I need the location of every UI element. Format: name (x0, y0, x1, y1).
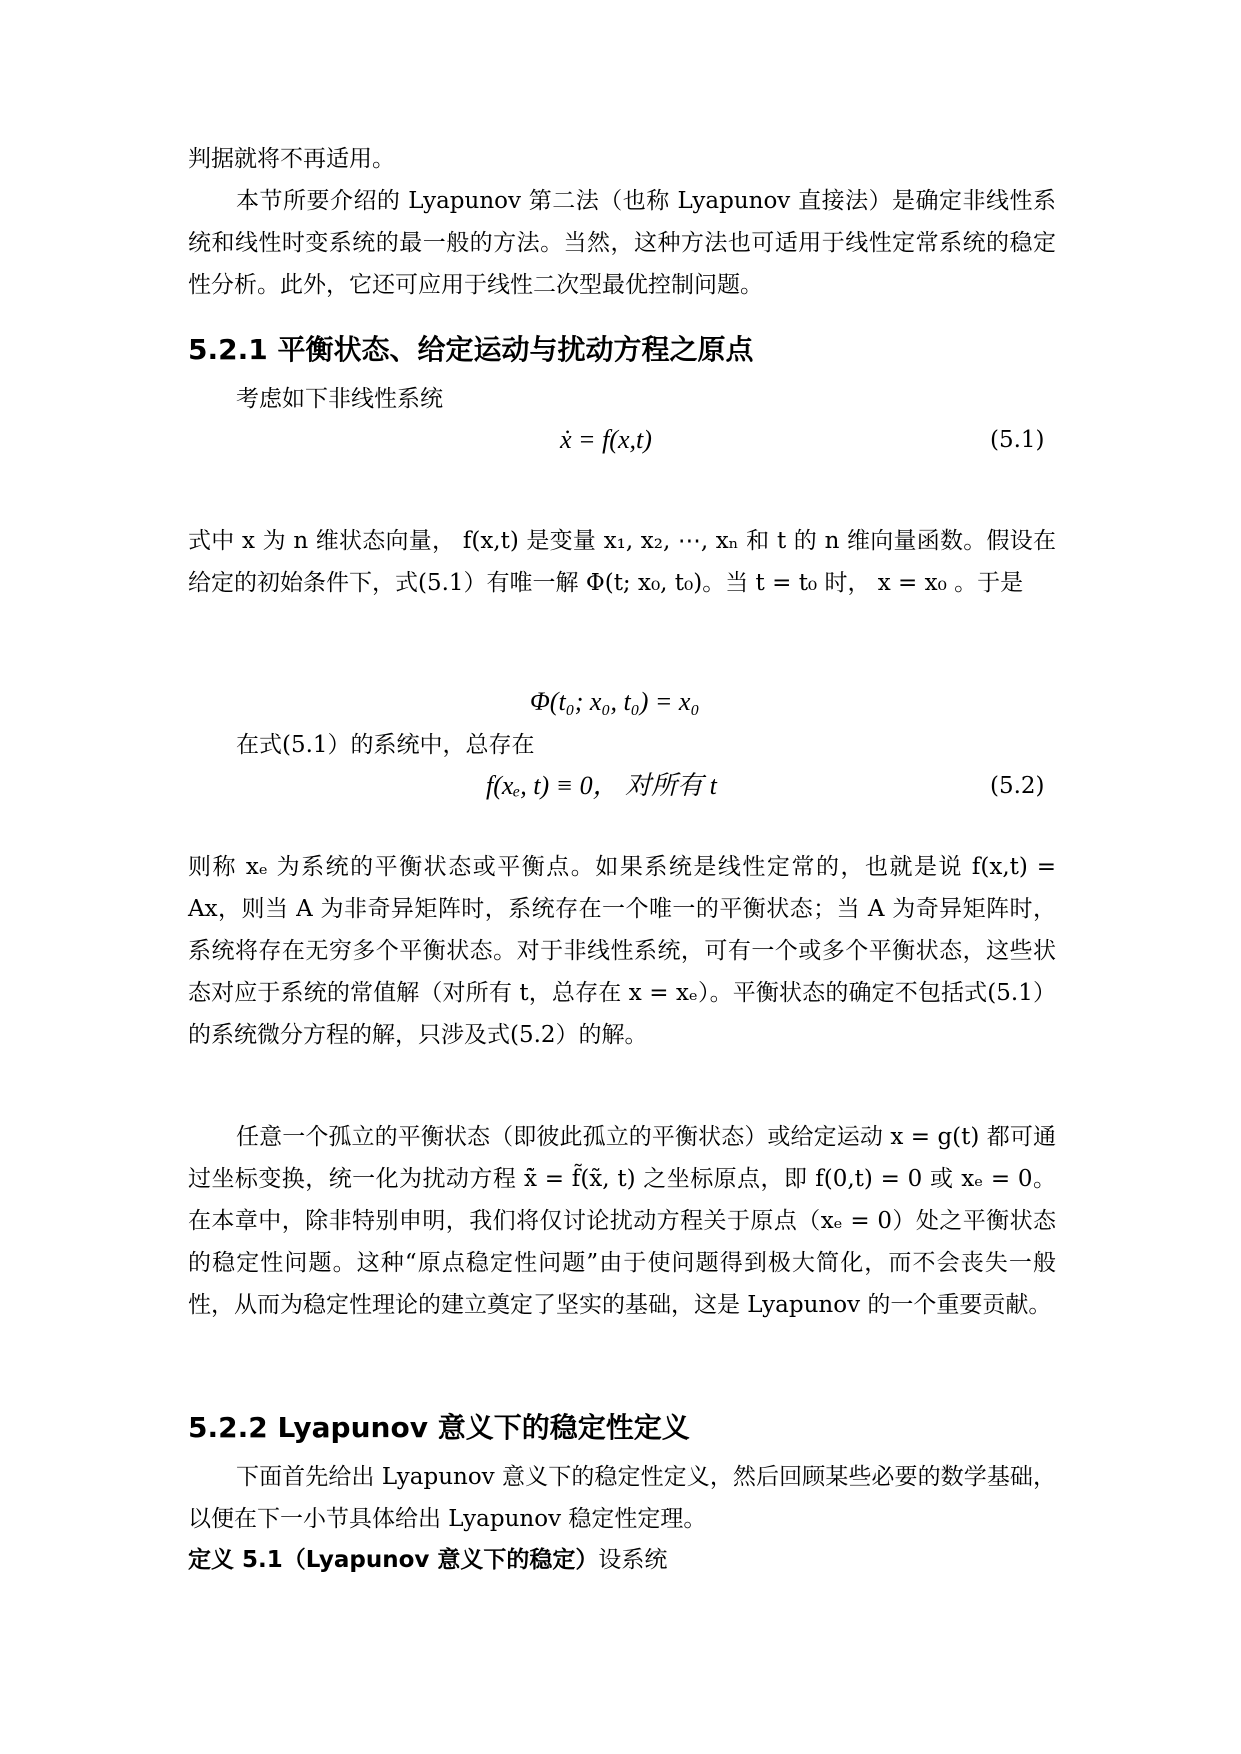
equation-number-5-2: (5.2) (990, 773, 1045, 799)
paragraph-origin: 任意一个孤立的平衡状态（即彼此孤立的平衡状态）或给定运动 x = g(t) 都可通过坐标变换，统一化为扰动方程 x̃̇ = f̃(x̃, t) 之坐标原点，即 f(0,t) = 0 或 xₑ = 0。在本章中，除非特别申明，我们将仅讨论扰动方程关于原点（xₑ = 0）处之平衡状态的稳定性问题。这种“原点稳定性问题”由于使问题得到极大简化，而不会丧失一般性，从而为稳定性理论的建立奠定了坚实的基础，这是 Lyapunov 的一个重要贡献。 (188, 1124, 1056, 1318)
paragraph-state-vector: 式中 x 为 n 维状态向量， f(x,t) 是变量 x₁, x₂, ⋯, xₙ 和 t 的 n 维向量函数。假设在给定的初始条件下，式(5.1）有唯一解 Φ(t; x₀, t₀)。当 t = t₀ 时， x = x₀ 。于是 (188, 528, 1056, 596)
paragraph-definitions-intro: 下面首先给出 Lyapunov 意义下的稳定性定义，然后回顾某些必要的数学基础，以便在下一小节具体给出 Lyapunov 稳定性定理。 (188, 1464, 1056, 1532)
equation-5-1: ẋ = f(x,t) (560, 425, 652, 454)
paragraph-consider: 考虑如下非线性系统 (236, 386, 443, 412)
equation-initial-condition: Φ(t₀; x₀, t₀) = x₀ (530, 687, 700, 716)
definition-5-1 (188, 1540, 667, 1580)
definition-title: 定义 5.1（Lyapunov 意义下的稳定） (188, 1547, 599, 1573)
paragraph-continuation: 判据就将不再适用。 (188, 146, 395, 172)
paragraph-intro: 本节所要介绍的 Lyapunov 第二法（也称 Lyapunov 直接法）是确定非线性系统和线性时变系统的最一般的方法。当然，这种方法也可适用于线性定常系统的稳定性分析。此外，它还可应用于线性二次型最优控制问题。 (188, 188, 1056, 298)
section-heading-5-2-1: 5.2.1 平衡状态、给定运动与扰动方程之原点 (188, 333, 754, 366)
definition-text: 设系统 (598, 1547, 668, 1573)
equation-number-5-1: (5.1) (990, 427, 1045, 453)
section-heading-5-2-2: 5.2.2 Lyapunov 意义下的稳定性定义 (188, 1411, 690, 1444)
paragraph-equilibrium: 则称 xₑ 为系统的平衡状态或平衡点。如果系统是线性定常的，也就是说 f(x,t) = Ax，则当 A 为非奇异矩阵时，系统存在一个唯一的平衡状态；当 A 为奇异矩阵时，系统将存在无穷多个平衡状态。对于非线性系统，可有一个或多个平衡状态，这些状态对应于系统的常值解（对所有 t，总存在 x = xₑ）。平衡状态的确定不包括式(5.1）的系统微分方程的解，只涉及式(5.2）的解。 (188, 854, 1056, 1048)
paragraph-in-system: 在式(5.1）的系统中，总存在 (236, 732, 535, 758)
equation-5-2: f(xₑ, t) ≡ 0， 对所有 t (486, 771, 717, 800)
